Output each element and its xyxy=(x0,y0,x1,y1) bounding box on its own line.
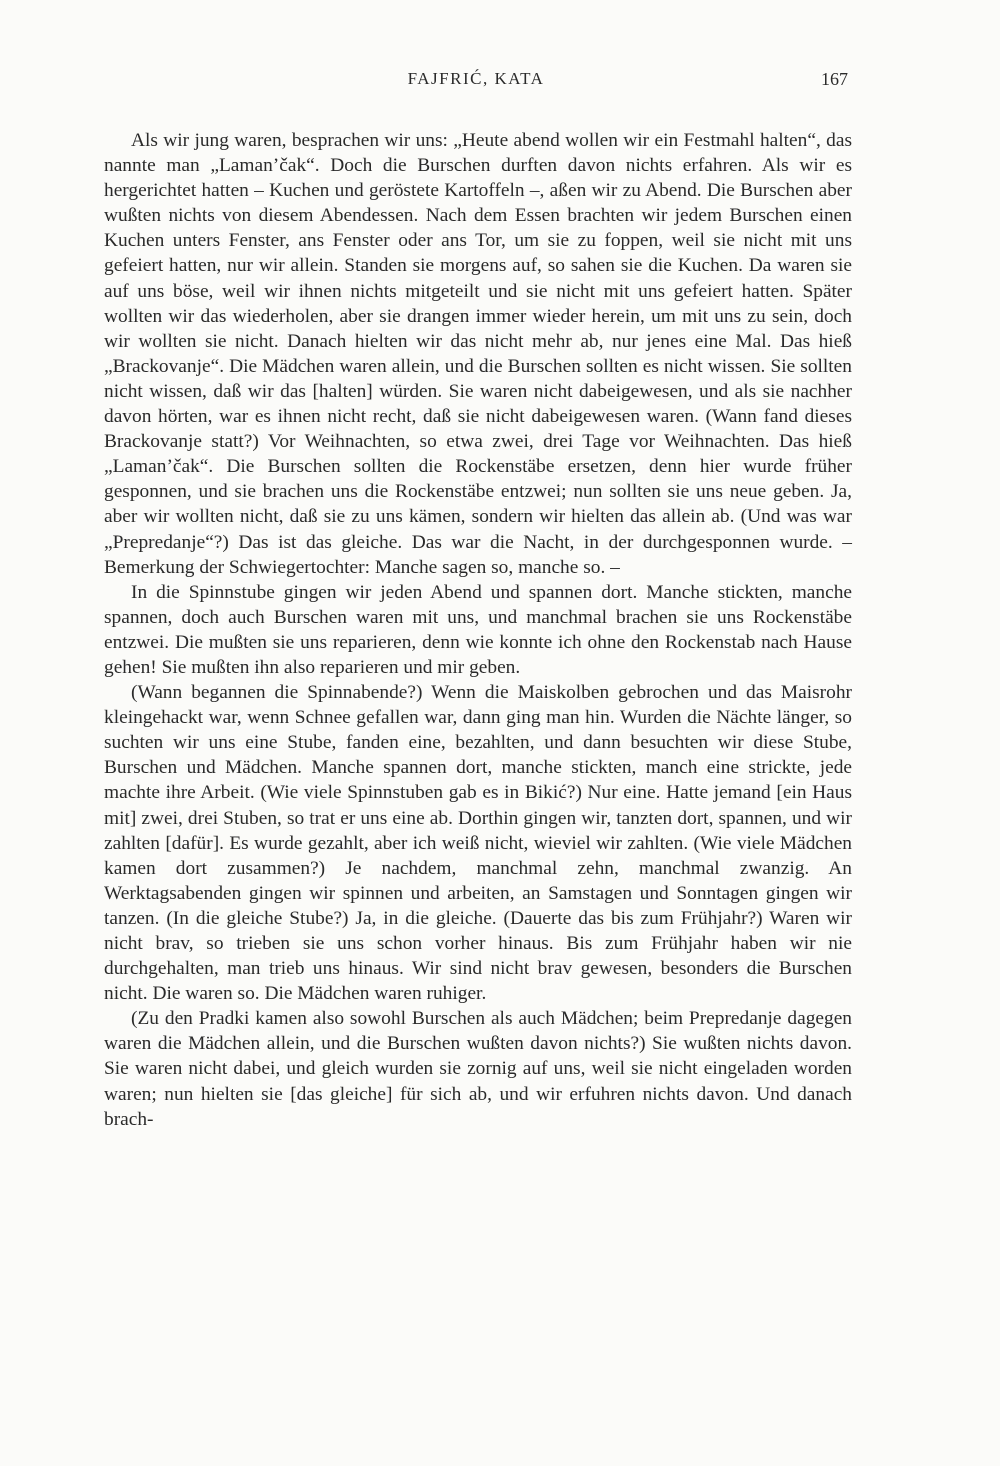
paragraph: Als wir jung waren, besprachen wir uns: „Heute abend wollen wir ein Festmahl halten“, das nannte man „Laman’čak“. Doch die Burschen durften davon nichts erfahren. Als wir es hergerichtet hatten – Kuchen und geröstete Kartoffeln –, aßen wir zu Abend. Die Burschen aber wußten nichts von diesem Abendessen. Nach dem Essen brachten wir jedem Burschen einen Kuchen unters Fenster, ans Fenster oder ans Tor, um sie zu foppen, weil sie nicht mit uns gefeiert hatten, nur wir allein. Standen sie morgens auf, so sahen sie die Kuchen. Da waren sie auf uns böse, weil wir ihnen nichts mitgeteilt und sie nicht mit uns gefeiert hatten. Später wollten wir das wiederholen, aber sie drangen immer wieder herein, um mit uns zu sein, doch wir wollten sie nicht. Danach hielten wir das nicht mehr ab, nur jenes eine Mal. Das hieß „Brackovanje“. Die Mädchen waren allein, und die Burschen sollten es nicht wissen. Sie sollten nicht wissen, daß wir das [halten] würden. Sie waren nicht dabeigewesen, und als sie nachher davon hörten, war es ihnen nicht recht, daß sie nicht dabeigewesen waren. (Wann fand dieses Brackovanje statt?) Vor Weihnachten, so etwa zwei, drei Tage vor Weihnachten. Das hieß „Laman’čak“. Die Burschen sollten die Rockenstäbe ersetzen, denn hier wurde früher gesponnen, und sie brachen uns die Rockenstäbe entzwei; nun sollten sie uns neue geben. Ja, aber wir wollten nicht, daß sie zu uns kämen, sondern wir hielten das allein ab. (Und was war „Prepredanje“?) Das ist das gleiche. Das war die Nacht, in der durchgesponnen wurde. – Bemerkung der Schwiegertochter: Manche sagen so, manche so. – xyxy=(104,130,852,578)
paragraph: In die Spinnstube gingen wir jeden Abend und spannen dort. Manche stickten, manche spannen, doch auch Burschen waren mit uns, und manchmal brachen sie uns Rockenstäbe entzwei. Die mußten sie uns reparieren, denn wie konnte ich ohne den Rockenstab nach Hause gehen! Sie mußten ihn also reparieren und mir geben. xyxy=(104,581,852,678)
running-head xyxy=(104,64,848,94)
body-text xyxy=(104,128,852,1132)
running-title: FAJFRIĆ, KATA xyxy=(407,69,545,88)
paragraph: (Wann begannen die Spinnabende?) Wenn die Maiskolben gebrochen und das Maisrohr kleingehackt war, wenn Schnee gefallen war, dann ging man hin. Wurden die Nächte länger, so suchten wir uns eine Stube, fanden eine, bezahlten, und dann besuchten wir diese Stube, Burschen und Mädchen. Manche spannen dort, manche stickten, manch eine strickte, jede machte ihre Arbeit. (Wie viele Spinnstuben gab es in Bikić?) Nur eine. Hatte jemand [ein Haus mit] zwei, drei Stuben, so trat er uns eine ab. Dorthin gingen wir, tanzten dort, spannen, und wir zahlten [dafür]. Es wurde gezahlt, aber ich weiß nicht, wieviel wir zahlten. (Wie viele Mädchen kamen dort zusammen?) Je nachdem, manchmal zehn, manchmal zwanzig. An Werktagsabenden gingen wir spinnen und arbeiten, an Samstagen und Sonntagen gingen wir tanzen. (In die gleiche Stube?) Ja, in die gleiche. (Dauerte das bis zum Frühjahr?) Waren wir nicht brav, so trieben sie uns schon vorher hinaus. Bis zum Frühjahr haben wir nie durchgehalten, man trieb uns hinaus. Wir sind nicht brav gewesen, besonders die Burschen nicht. Die waren so. Die Mädchen waren ruhiger. xyxy=(104,682,852,1005)
paragraph: (Zu den Pradki kamen also sowohl Burschen als auch Mädchen; beim Prepredanje dagegen waren die Mädchen allein, und die Burschen wußten davon nichts?) Sie wußten nichts davon. Sie waren nicht dabei, und gleich wurden sie zornig auf uns, weil sie nicht eingeladen worden waren; nun hielten sie [das gleiche] für sich ab, und wir erfuhren nichts davon. Und danach brach- xyxy=(104,1008,852,1130)
page-number: 167 xyxy=(821,69,848,89)
